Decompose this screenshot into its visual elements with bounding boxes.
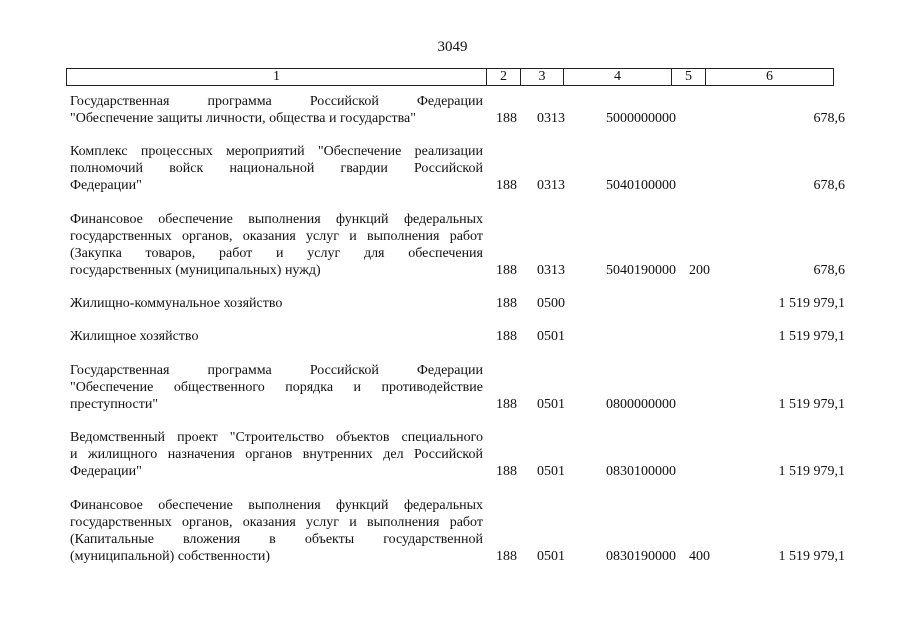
amount: 1 519 979,1 (778, 397, 845, 412)
amount: 1 519 979,1 (778, 549, 845, 564)
grbs-code: 188 (496, 549, 517, 564)
row-description (70, 429, 483, 480)
description-line: государственных (муниципальных) нужд) (70, 263, 321, 278)
table-row (0, 143, 905, 194)
row-description (70, 143, 483, 194)
description-line: Ведомственный проект "Строительство объектов специального (70, 430, 483, 445)
section-code: 0313 (537, 111, 565, 126)
row-description (70, 497, 483, 565)
row-description (70, 362, 483, 413)
section-code: 0501 (537, 397, 565, 412)
description-line: "Обеспечение общественного порядка и противодействие (70, 380, 483, 395)
section-code: 0501 (537, 329, 565, 344)
amount: 678,6 (813, 263, 845, 278)
amount: 1 519 979,1 (778, 329, 845, 344)
page-number: 3049 (437, 39, 468, 55)
description-line: полномочий войск национальной гвардии Российской (70, 161, 483, 176)
target-article-code: 0800000000 (606, 397, 676, 412)
table-row (0, 93, 905, 127)
description-line: Государственная программа Российской Федерации (70, 363, 483, 378)
section-code: 0313 (537, 263, 565, 278)
description-line: Жилищное хозяйство (70, 329, 199, 344)
table-row (0, 429, 905, 480)
target-article-code: 5000000000 (606, 111, 676, 126)
row-description (70, 93, 483, 127)
description-line: преступности" (70, 397, 159, 412)
description-line: государственных органов, оказания услуг и выполнения работ (70, 229, 483, 244)
table-row (0, 362, 905, 413)
row-description (70, 211, 483, 279)
grbs-code: 188 (496, 263, 517, 278)
description-line: (Капитальные вложения в объекты государственной (70, 532, 483, 547)
table-row (0, 295, 905, 312)
description-line: Жилищно-коммунальное хозяйство (70, 296, 283, 311)
table-row (0, 211, 905, 279)
column-header-5: 5 (672, 69, 706, 86)
column-header-2: 2 (487, 69, 521, 86)
description-line: (муниципальной) собственности) (70, 549, 271, 564)
section-code: 0313 (537, 178, 565, 193)
column-header-1: 1 (67, 69, 487, 86)
grbs-code: 188 (496, 329, 517, 344)
section-code: 0501 (537, 549, 565, 564)
table-row (0, 497, 905, 565)
description-line: (Закупка товаров, работ и услуг для обеспечения (70, 246, 483, 261)
column-header-4: 4 (564, 69, 672, 86)
row-description (70, 328, 483, 345)
amount: 1 519 979,1 (778, 464, 845, 479)
amount: 678,6 (813, 111, 845, 126)
grbs-code: 188 (496, 397, 517, 412)
grbs-code: 188 (496, 464, 517, 479)
description-line: государственных органов, оказания услуг и выполнения работ (70, 515, 483, 530)
description-line: Государственная программа Российской Федерации (70, 94, 483, 109)
description-line: Финансовое обеспечение выполнения функций федеральных (70, 498, 483, 513)
target-article-code: 5040190000 (606, 263, 676, 278)
amount: 1 519 979,1 (778, 296, 845, 311)
column-header-3: 3 (521, 69, 564, 86)
column-header-6: 6 (706, 69, 834, 86)
description-line: и жилищного назначения органов внутренних дел Российской (70, 447, 483, 462)
target-article-code: 5040100000 (606, 178, 676, 193)
target-article-code: 0830190000 (606, 549, 676, 564)
target-article-code: 0830100000 (606, 464, 676, 479)
row-description (70, 295, 483, 312)
amount: 678,6 (813, 178, 845, 193)
table-row (0, 328, 905, 345)
expense-type-code: 200 (689, 263, 710, 278)
description-line: Финансовое обеспечение выполнения функций федеральных (70, 212, 483, 227)
description-line: Федерации" (70, 178, 142, 193)
section-code: 0501 (537, 464, 565, 479)
description-line: Федерации" (70, 464, 142, 479)
description-line: "Обеспечение защиты личности, общества и государства" (70, 111, 416, 126)
grbs-code: 188 (496, 111, 517, 126)
expense-type-code: 400 (689, 549, 710, 564)
section-code: 0500 (537, 296, 565, 311)
description-line: Комплекс процессных мероприятий "Обеспечение реализации (70, 144, 483, 159)
grbs-code: 188 (496, 296, 517, 311)
grbs-code: 188 (496, 178, 517, 193)
